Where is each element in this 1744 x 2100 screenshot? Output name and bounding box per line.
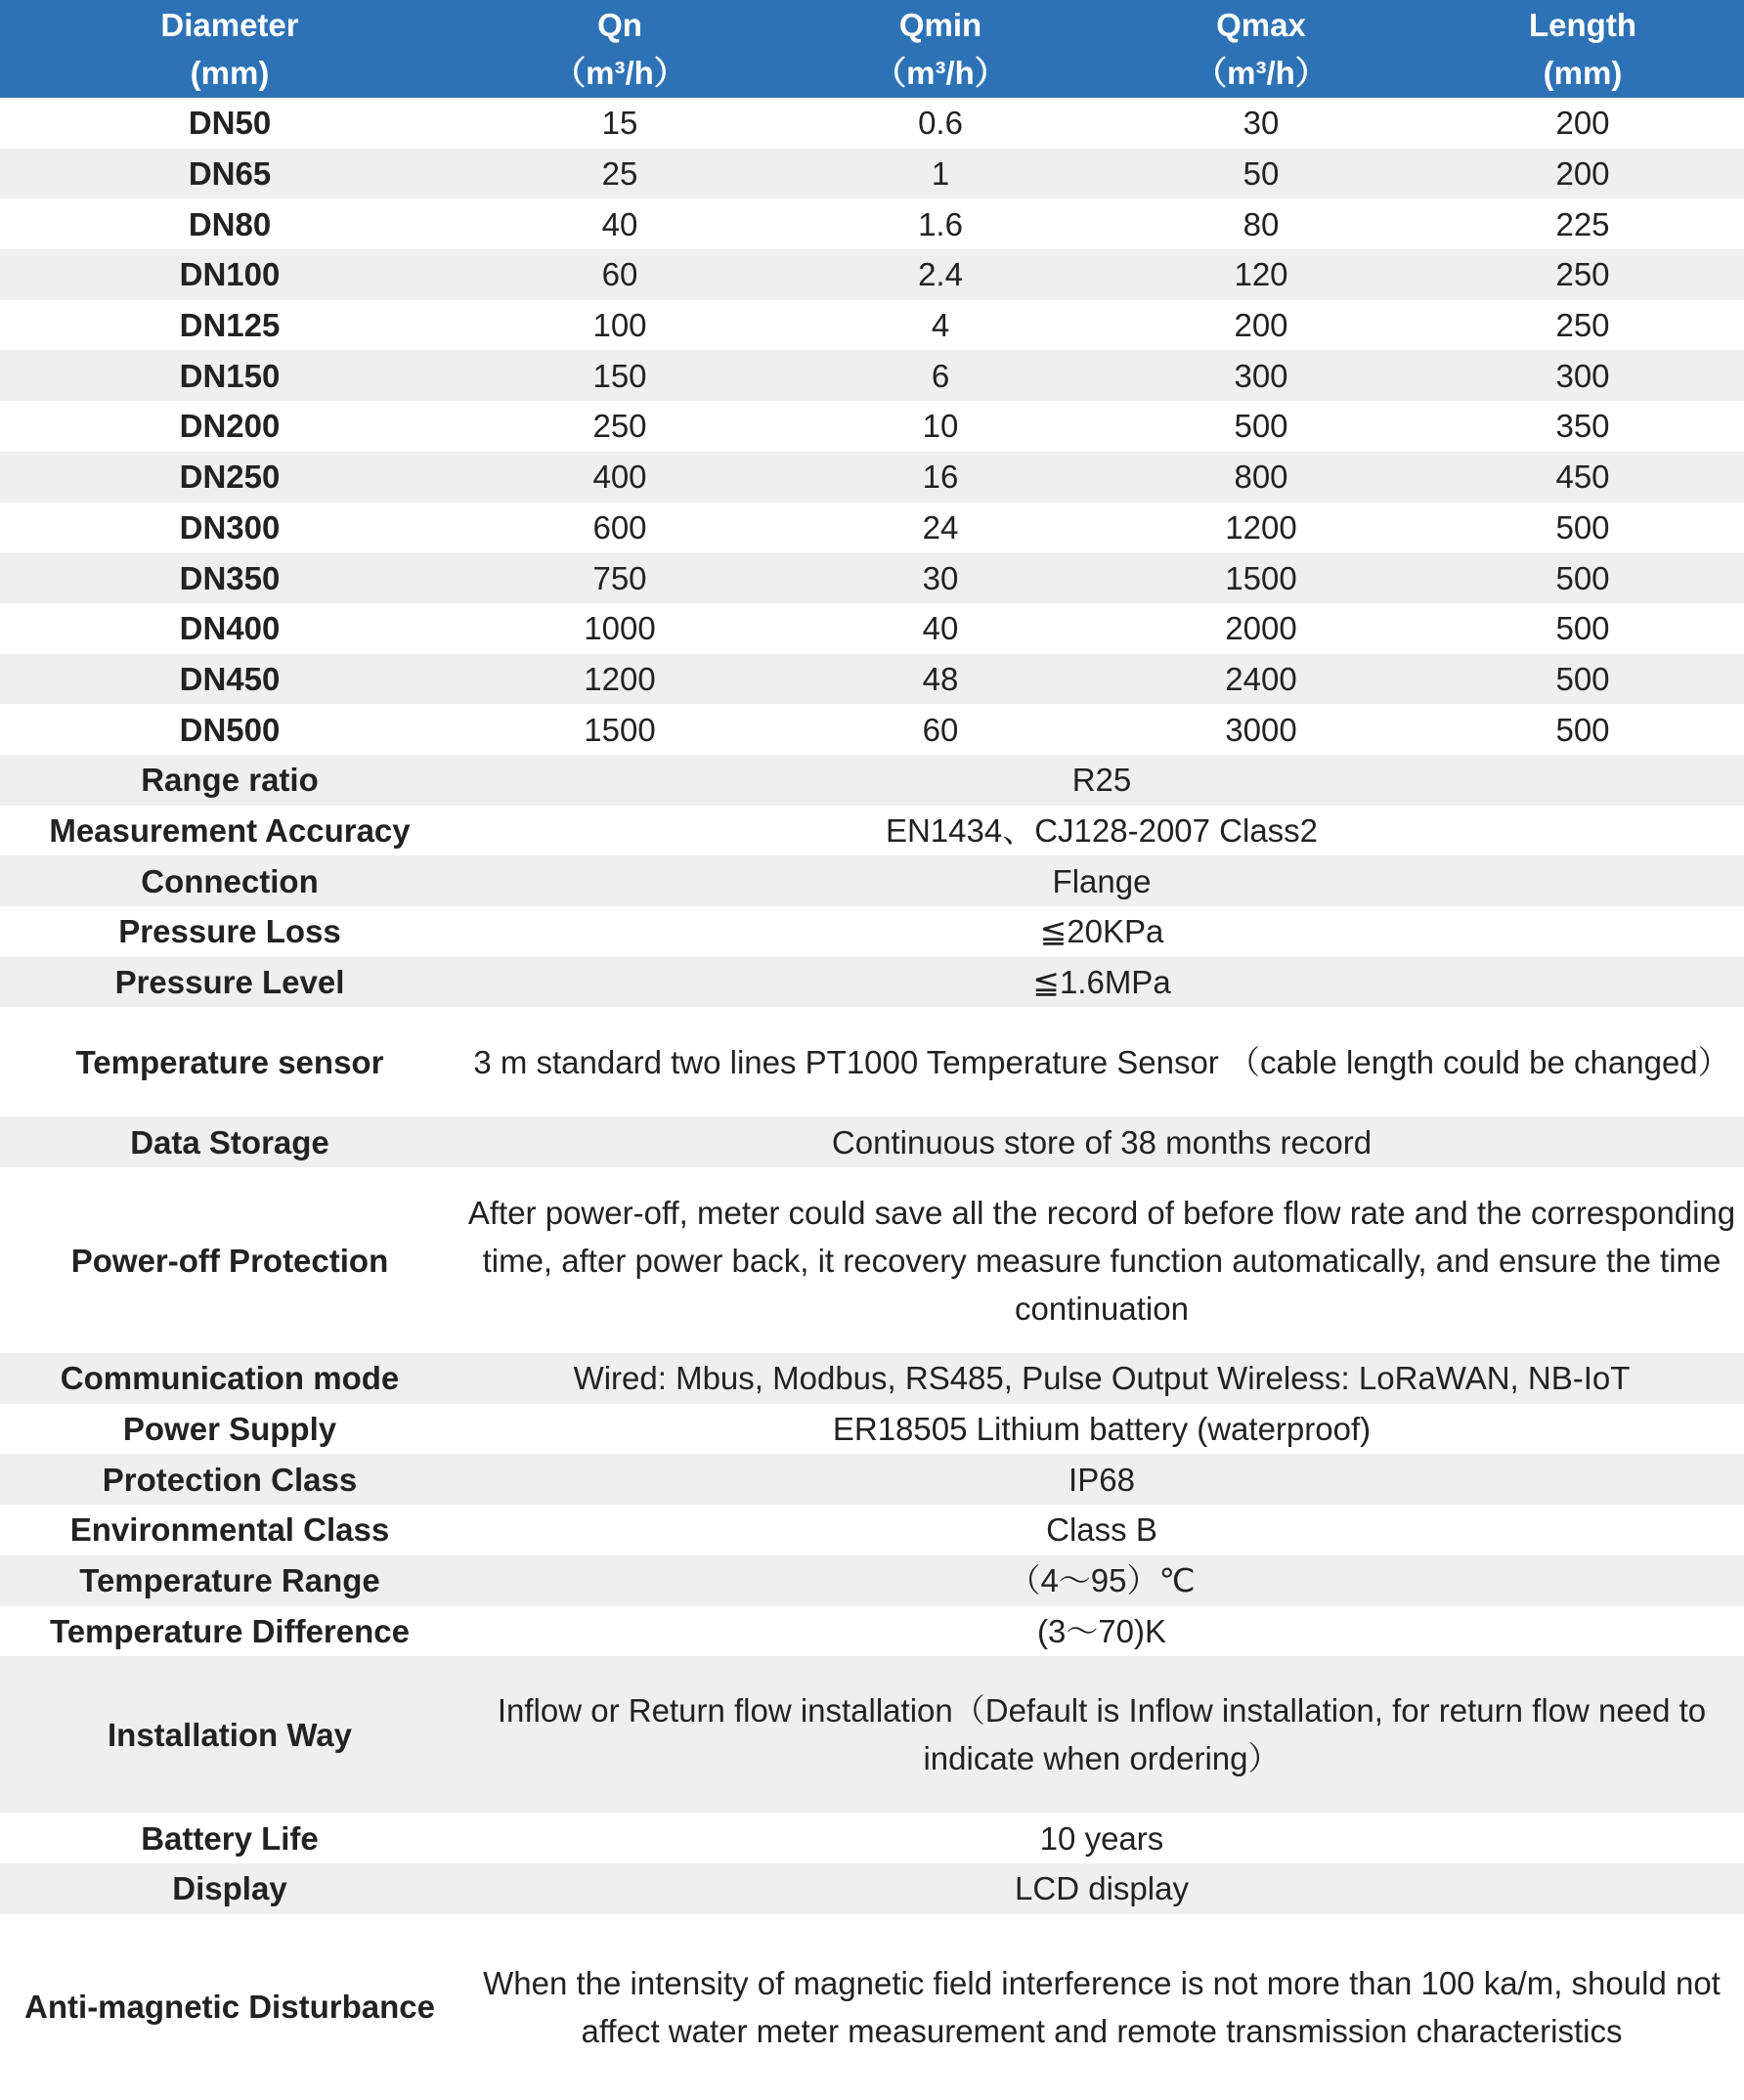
spec-row [0, 1116, 1744, 1167]
value-cell: 750 [592, 559, 647, 596]
value-cell: 15 [601, 105, 638, 142]
value-cell: 350 [1555, 408, 1610, 445]
header-qmin: Qmin （m³/h） [780, 0, 1101, 98]
value-cell: 80 [1243, 205, 1280, 242]
spec-value: When the intensity of magnetic field interference is not more than 100 ka/m, should not affect water meter measurement and remote transmission characteristics [483, 1964, 1721, 2049]
spec-value: IP68 [1068, 1461, 1135, 1498]
value-cell: 0.6 [918, 105, 963, 142]
spec-value: Continuous store of 38 months record [831, 1123, 1373, 1160]
size-cell: DN80 [188, 205, 272, 242]
value-cell: 250 [592, 408, 647, 445]
size-cell: DN125 [179, 307, 281, 344]
spec-row [0, 1863, 1744, 1914]
spec-label: Anti-magnetic Disturbance [24, 1989, 435, 2026]
value-cell: 500 [1555, 559, 1610, 596]
spec-value: EN1434、CJ128-2007 Class2 [885, 811, 1319, 849]
value-cell: 40 [601, 205, 638, 242]
spec-label: Temperature sensor [75, 1043, 384, 1080]
spec-label: Range ratio [141, 762, 319, 799]
spec-value: Class B [1046, 1511, 1157, 1549]
value-cell: 500 [1555, 711, 1610, 748]
header-diameter: Diameter (mm) [0, 0, 459, 98]
value-cell: 30 [922, 559, 959, 596]
size-cell: DN250 [179, 459, 281, 496]
spec-row [0, 1007, 1744, 1116]
spec-value: ≦20KPa [1039, 913, 1164, 950]
spec-label: Battery Life [141, 1819, 319, 1857]
value-cell: 450 [1555, 459, 1610, 496]
value-cell: 200 [1234, 307, 1288, 344]
spec-label: Power Supply [122, 1411, 337, 1448]
spec-value: LCD display [1015, 1870, 1189, 1907]
spec-row [0, 906, 1744, 957]
value-cell: 1 [931, 155, 950, 193]
table-row [0, 603, 1744, 654]
spec-row [0, 1167, 1744, 1353]
table-row [0, 350, 1744, 401]
value-cell: 500 [1555, 660, 1610, 697]
spec-row [0, 1914, 1744, 2100]
spec-row [0, 1656, 1744, 1813]
table-row [0, 401, 1744, 452]
spec-label: Communication mode [60, 1360, 400, 1397]
value-cell: 800 [1234, 459, 1288, 496]
table-row [0, 654, 1744, 705]
table-row [0, 704, 1744, 755]
value-cell: 1200 [1225, 508, 1297, 546]
value-cell: 24 [922, 508, 959, 546]
spec-row [0, 1555, 1744, 1606]
spec-value: ≦1.6MPa [1032, 964, 1171, 1001]
spec-row [0, 1404, 1744, 1455]
value-cell: 250 [1555, 256, 1610, 293]
spec-value: 3 m standard two lines PT1000 Temperature Sensor （cable length could be changed） [473, 1043, 1730, 1080]
size-cell: DN300 [179, 508, 281, 546]
spec-row [0, 1454, 1744, 1505]
table-row [0, 552, 1744, 603]
value-cell: 60 [922, 711, 959, 748]
value-cell: 1500 [584, 711, 656, 748]
value-cell: 4 [931, 307, 950, 344]
table-row [0, 452, 1744, 503]
size-cell: DN500 [179, 711, 281, 748]
table-row [0, 249, 1744, 300]
value-cell: 500 [1234, 408, 1288, 445]
table-header-row [0, 0, 1744, 98]
spec-label: Display [172, 1870, 287, 1907]
spec-label: Temperature Range [79, 1562, 380, 1599]
value-cell: 120 [1234, 256, 1288, 293]
spec-value: ER18505 Lithium battery (waterproof) [832, 1411, 1372, 1448]
value-cell: 400 [592, 459, 647, 496]
spec-row [0, 1606, 1744, 1657]
size-cell: DN200 [179, 408, 281, 445]
size-cell: DN450 [179, 660, 281, 697]
value-cell: 16 [922, 459, 959, 496]
value-cell: 3000 [1225, 711, 1297, 748]
spec-value: R25 [1071, 762, 1132, 799]
spec-label: Data Storage [130, 1123, 329, 1160]
value-cell: 225 [1555, 205, 1610, 242]
value-cell: 6 [931, 357, 950, 394]
size-cell: DN50 [188, 105, 272, 142]
value-cell: 1500 [1225, 559, 1297, 596]
table-row [0, 98, 1744, 149]
value-cell: 600 [592, 508, 647, 546]
value-cell: 1200 [584, 660, 656, 697]
spec-row [0, 1505, 1744, 1555]
spec-label: Connection [141, 862, 319, 899]
value-cell: 1000 [584, 610, 656, 647]
spec-value: Inflow or Return flow installation（Default is Inflow installation, for return flow need to indicate when ordering） [497, 1692, 1707, 1777]
value-cell: 300 [1234, 357, 1288, 394]
spec-label: Power-off Protection [70, 1242, 389, 1279]
size-cell: DN350 [179, 559, 281, 596]
spec-label: Temperature Difference [49, 1612, 410, 1649]
spec-row [0, 1353, 1744, 1404]
value-cell: 200 [1555, 105, 1610, 142]
value-cell: 2.4 [918, 256, 963, 293]
spec-value: Wired: Mbus, Modbus, RS485, Pulse Output Wireless: LoRaWAN, NB-IoT [573, 1360, 1631, 1397]
size-cell: DN100 [179, 256, 281, 293]
value-cell: 2400 [1225, 660, 1297, 697]
value-cell: 60 [601, 256, 638, 293]
value-cell: 200 [1555, 155, 1610, 193]
spec-label: Protection Class [102, 1461, 358, 1498]
value-cell: 500 [1555, 610, 1610, 647]
spec-label: Environmental Class [69, 1511, 390, 1549]
value-cell: 500 [1555, 508, 1610, 546]
table-row [0, 149, 1744, 199]
value-cell: 150 [592, 357, 647, 394]
spec-label: Measurement Accuracy [49, 811, 411, 849]
spec-label: Installation Way [108, 1716, 352, 1753]
spec-row [0, 957, 1744, 1008]
value-cell: 1.6 [918, 205, 963, 242]
table-row [0, 503, 1744, 553]
value-cell: 300 [1555, 357, 1610, 394]
size-cell: DN65 [188, 155, 272, 193]
value-cell: 10 [922, 408, 959, 445]
spec-label: Pressure Level [114, 964, 345, 1001]
table-row [0, 300, 1744, 351]
spec-row [0, 806, 1744, 856]
spec-row [0, 1813, 1744, 1863]
header-length: Length (mm) [1421, 0, 1744, 98]
spec-row [0, 755, 1744, 806]
value-cell: 25 [601, 155, 638, 193]
spec-value: After power-off, meter could save all the record of before flow rate and the corresponding time, after power back, it recovery measure function automatically, and ensure the time continuation [467, 1194, 1736, 1327]
value-cell: 30 [1243, 105, 1280, 142]
spec-value: 10 years [1039, 1819, 1164, 1857]
header-qmax: Qmax （m³/h） [1101, 0, 1421, 98]
value-cell: 48 [922, 660, 959, 697]
spec-value: Flange [1052, 862, 1152, 899]
spec-value: (3～70)K [1036, 1612, 1167, 1649]
header-qn: Qn （m³/h） [459, 0, 780, 98]
table-row [0, 198, 1744, 249]
size-cell: DN150 [179, 357, 281, 394]
value-cell: 100 [592, 307, 647, 344]
size-cell: DN400 [179, 610, 281, 647]
spec-label: Pressure Loss [118, 913, 341, 950]
value-cell: 50 [1243, 155, 1280, 193]
spec-row [0, 855, 1744, 906]
value-cell: 40 [922, 610, 959, 647]
value-cell: 2000 [1225, 610, 1297, 647]
spec-value: （4～95）℃ [1008, 1562, 1196, 1599]
value-cell: 250 [1555, 307, 1610, 344]
